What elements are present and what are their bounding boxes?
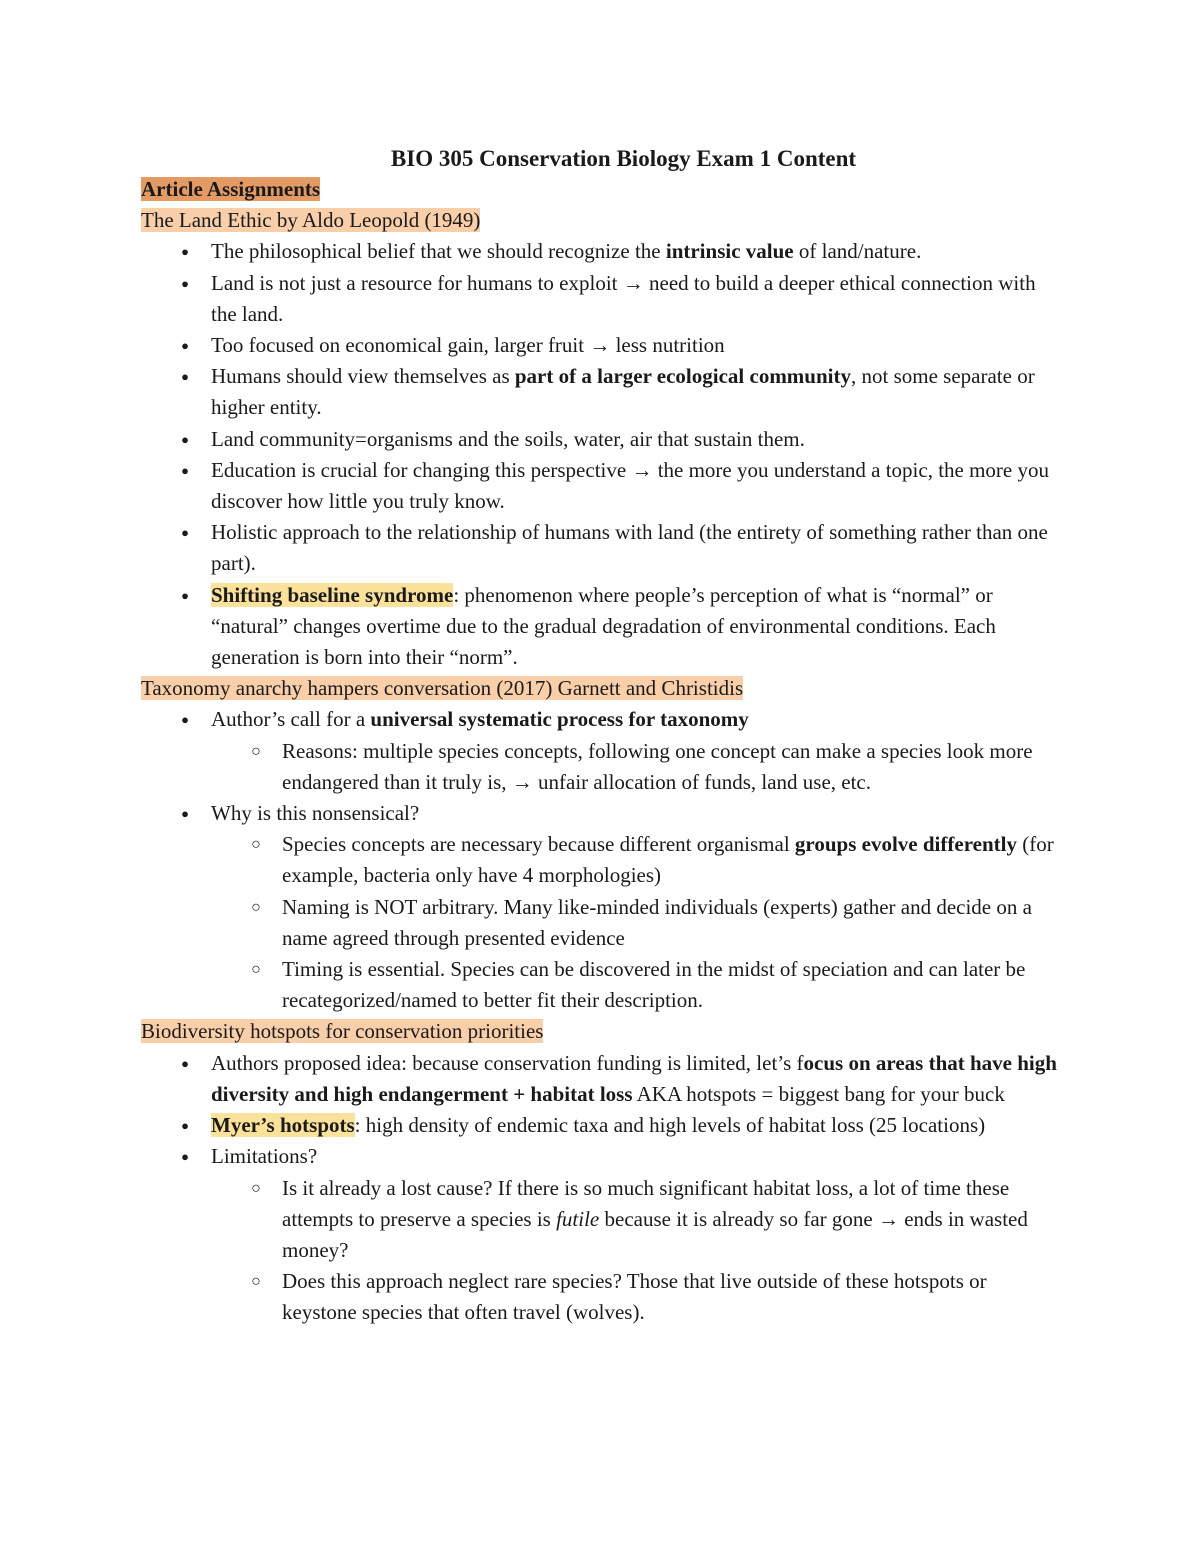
section-title-biodiversity-hotspots: Biodiversity hotspots for conservation priorities <box>141 1019 544 1044</box>
list-item: ● Land community=organisms and the soils, water, air that sustain them. <box>211 424 1066 455</box>
bullet-icon: ● <box>181 462 189 478</box>
bullet-icon: ● <box>181 1149 189 1165</box>
hotspots-list <box>141 1048 1066 1329</box>
taxonomy-list <box>141 704 1066 1016</box>
bullet-icon: ● <box>181 275 189 291</box>
list-item: ● Limitations? ○ Is it already a lost cause? If there is so much significant habitat loss, a lot of time these attempts to preserve a species is futile because it is already so far gone → ends in wasted money? ○ Does this approach neglect rare species? Those that live outside of these hotspots or keystone species that often travel (wolves). <box>211 1141 1066 1328</box>
term-highlight: Shifting baseline syndrome <box>211 582 454 607</box>
hollow-bullet-icon: ○ <box>251 836 261 854</box>
list-item: ● Humans should view themselves as part of a larger ecological community, not some separate or higher entity. <box>211 361 1066 423</box>
list-item: ● The philosophical belief that we should recognize the intrinsic value of land/nature. <box>211 236 1066 267</box>
section-title-taxonomy-anarchy: Taxonomy anarchy hampers conversation (2017) Garnett and Christidis <box>141 676 744 701</box>
list-item: ● Land is not just a resource for humans to exploit → need to build a deeper ethical connection with the land. <box>211 268 1066 330</box>
heading-label: Article Assignments <box>141 177 321 201</box>
list-item: ● Why is this nonsensical? ○ Species concepts are necessary because different organismal groups evolve differently (for example, bacteria only have 4 morphologies) ○ Naming is NOT arbitrary. Many like-minded individuals (experts) gather and decide on a name agreed through presented evidence ○ Timing is essential. Species can be discovered in the midst of speciation and can later be recategorized/named to better fit their description. <box>211 798 1066 1016</box>
sublist <box>141 829 1066 1016</box>
hollow-bullet-icon: ○ <box>251 898 261 916</box>
section-title-land-ethic: The Land Ethic by Aldo Leopold (1949) <box>141 208 481 233</box>
bullet-icon: ● <box>181 525 189 541</box>
bullet-icon: ● <box>181 338 189 354</box>
bullet-icon: ● <box>181 587 189 603</box>
list-item: ● Myer’s hotspots: high density of endemic taxa and high levels of habitat loss (25 locations) <box>211 1110 1066 1141</box>
hollow-bullet-icon: ○ <box>251 1273 261 1291</box>
bullet-icon: ● <box>181 369 189 385</box>
sublist-item: ○ Timing is essential. Species can be discovered in the midst of speciation and can later be recategorized/named to better fit their description. <box>282 954 1066 1016</box>
term-highlight: Myer’s hotspots <box>211 1113 355 1138</box>
sublist-item: ○ Is it already a lost cause? If there is so much significant habitat loss, a lot of time these attempts to preserve a species is futile because it is already so far gone → ends in wasted money? <box>282 1173 1066 1267</box>
sublist-item: ○ Reasons: multiple species concepts, following one concept can make a species look more endangered than it truly is, → unfair allocation of funds, land use, etc. <box>282 736 1066 798</box>
list-item: ● Shifting baseline syndrome: phenomenon where people’s perception of what is “normal” or “natural” changes overtime due to the gradual degradation of environmental conditions. Each generation is born into their “norm”. <box>211 580 1066 674</box>
sublist-item: ○ Naming is NOT arbitrary. Many like-minded individuals (experts) gather and decide on a name agreed through presented evidence <box>282 892 1066 954</box>
bullet-icon: ● <box>181 1055 189 1071</box>
bullet-icon: ● <box>181 806 189 822</box>
bullet-icon: ● <box>181 244 189 260</box>
list-item: ● Holistic approach to the relationship of humans with land (the entirety of something rather than one part). <box>211 517 1066 579</box>
list-item: ● Author’s call for a universal systematic process for taxonomy ○ Reasons: multiple species concepts, following one concept can make a species look more endangered than it truly is, → unfair allocation of funds, land use, etc. <box>211 704 1066 798</box>
bullet-icon: ● <box>181 431 189 447</box>
sublist-item: ○ Species concepts are necessary because different organismal groups evolve differently (for example, bacteria only have 4 morphologies) <box>282 829 1066 891</box>
bullet-icon: ● <box>181 1118 189 1134</box>
land-ethic-list <box>141 236 1066 673</box>
sublist <box>141 736 1066 798</box>
list-item: ● Education is crucial for changing this perspective → the more you understand a topic, the more you discover how little you truly know. <box>211 455 1066 517</box>
hollow-bullet-icon: ○ <box>251 1179 261 1197</box>
sublist-item: ○ Does this approach neglect rare species? Those that live outside of these hotspots or keystone species that often travel (wolves). <box>282 1266 1066 1328</box>
heading-article-assignments <box>141 174 1066 205</box>
document-title: BIO 305 Conservation Biology Exam 1 Content <box>390 146 857 171</box>
hollow-bullet-icon: ○ <box>251 961 261 979</box>
list-item: ● Too focused on economical gain, larger fruit → less nutrition <box>211 330 1066 361</box>
sublist <box>141 1173 1066 1329</box>
list-item: ● Authors proposed idea: because conservation funding is limited, let’s focus on areas that have high diversity and high endangerment + habitat loss AKA hotspots = biggest bang for your buck <box>211 1048 1066 1110</box>
document-page <box>141 143 1066 1329</box>
bullet-icon: ● <box>181 712 189 728</box>
hollow-bullet-icon: ○ <box>251 742 261 760</box>
